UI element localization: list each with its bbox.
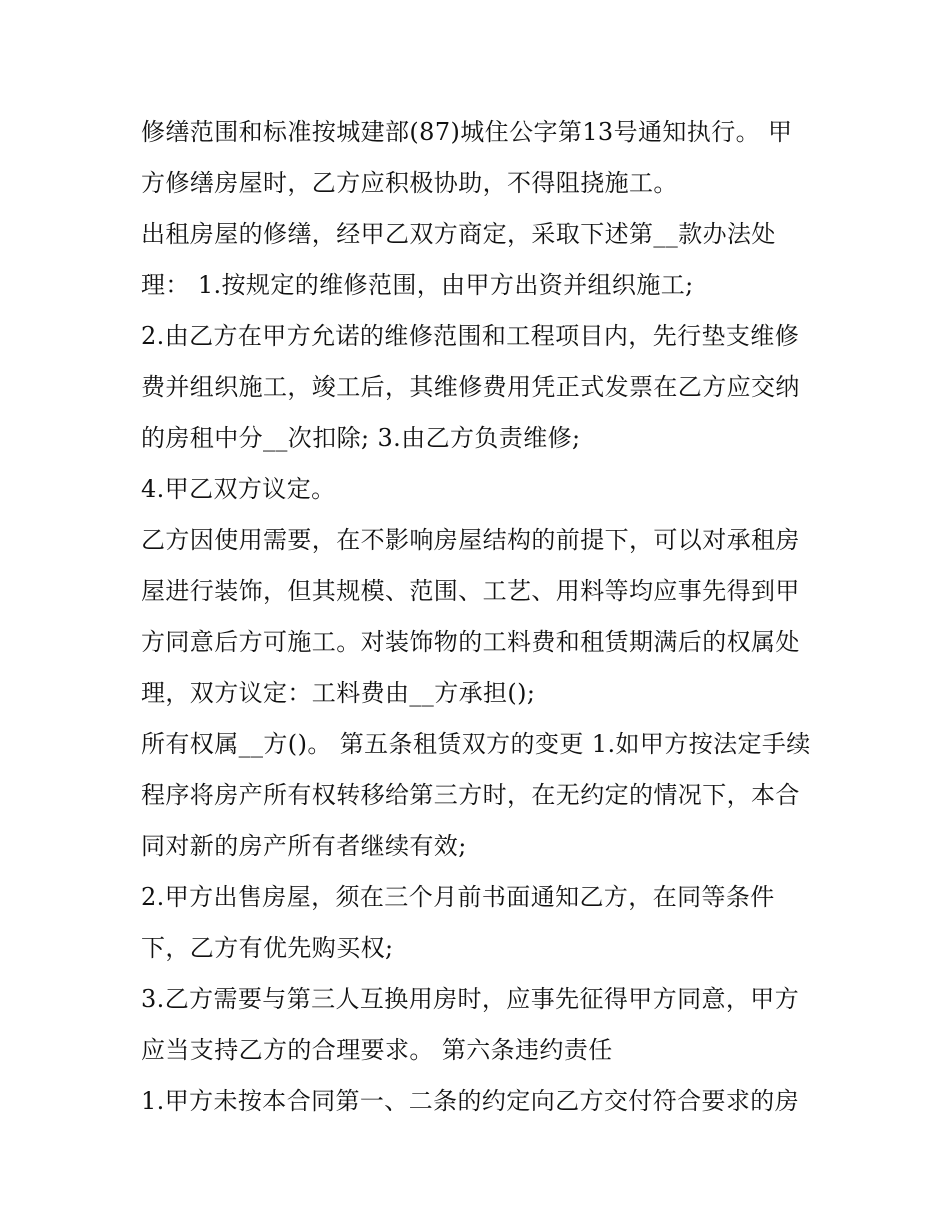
text-line: 2.甲方出售房屋，须在三个月前书面通知乙方，在同等条件 [141,883,775,911]
text-line: 理，双方议定：工料费由__方承担(); [141,679,536,707]
text-line: 同对新的房产所有者继续有效; [141,832,467,860]
text-line: 屋进行装饰，但其规模、范围、工艺、用料等均应事先得到甲 [141,577,800,605]
text-line: 费并组织施工，竣工后，其维修费用凭正式发票在乙方应交纳 [141,373,800,401]
text-line: 程序将房产所有权转移给第三方时，在无约定的情况下，本合 [141,781,800,809]
text-line: 方修缮房屋时，乙方应积极协助，不得阻挠施工。 [141,169,678,197]
text-line: 2.由乙方在甲方允诺的维修范围和工程项目内，先行垫支维修 [141,322,800,350]
text-line: 1.甲方未按本合同第一、二条的约定向乙方交付符合要求的房 [141,1087,800,1115]
text-line: 3.乙方需要与第三人互换用房时，应事先征得甲方同意，甲方 [141,985,800,1013]
text-line: 的房租中分__次扣除; 3.由乙方负责维修; [141,424,581,452]
text-line: 乙方因使用需要，在不影响房屋结构的前提下，可以对承租房 [141,526,800,554]
text-line: 4.甲乙双方议定。 [141,475,336,503]
document-body [141,107,821,1127]
text-line: 修缮范围和标准按城建部(87)城住公字第13号通知执行。 甲 [141,118,793,146]
text-line: 下，乙方有优先购买权; [141,934,394,962]
text-line: 应当支持乙方的合理要求。 第六条违约责任 [141,1036,613,1064]
text-line: 理： 1.按规定的维修范围，由甲方出资并组织施工; [141,271,694,299]
text-line: 方同意后方可施工。对装饰物的工料费和租赁期满后的权属处 [141,628,800,656]
text-line: 出租房屋的修缮，经甲乙双方商定，采取下述第__款办法处 [141,220,776,248]
text-line: 所有权属__方()。 第五条租赁双方的变更 1.如甲方按法定手续 [141,730,811,758]
